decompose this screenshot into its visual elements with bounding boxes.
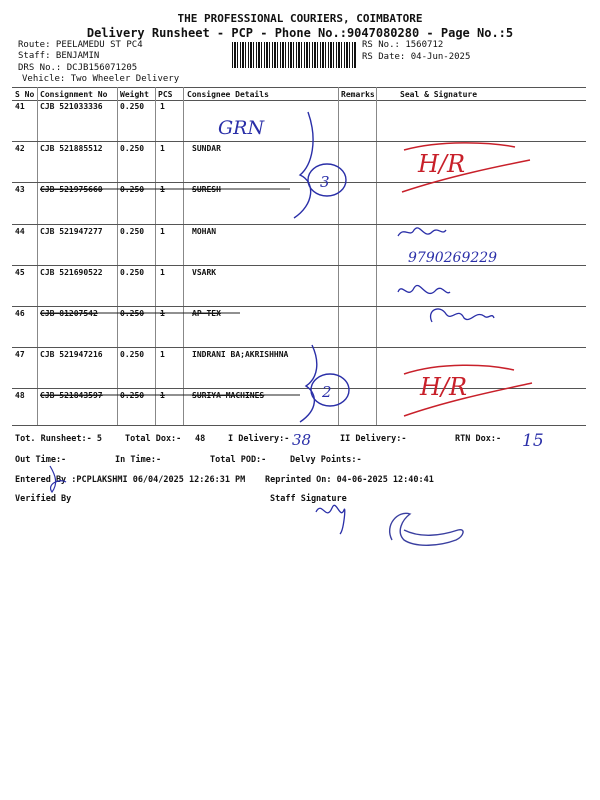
row-consignee: MOHAN [192, 227, 217, 236]
supervisor-signature [390, 513, 463, 545]
row-pcs: 1 [160, 350, 165, 359]
column-header-pcs: PCS [158, 90, 173, 99]
row-sno: 47 [15, 350, 25, 359]
row-consignee: AP TEX [192, 309, 221, 318]
row-sno: 46 [15, 309, 25, 318]
row-consignee: SUNDAR [192, 144, 221, 153]
row-consignee: SURIYA MACHINES [192, 391, 265, 400]
rs-number: RS No.: 1560712 [362, 40, 444, 50]
row-pcs: 1 [160, 227, 165, 236]
row-weight: 0.250 [120, 227, 145, 236]
circled-count: 3 [320, 173, 330, 191]
handwritten-rtn: 15 [522, 431, 544, 451]
handwritten-hr-mark: H/R [420, 373, 468, 401]
column-header-consignee: Consignee Details [187, 90, 269, 99]
signature-scribble [431, 309, 494, 322]
company-title: THE PROFESSIONAL COURIERS, COIMBATORE [177, 12, 423, 25]
rtn-dox-label: RTN Dox:- [455, 434, 502, 444]
vehicle-label: Vehicle: Two Wheeler Delivery [22, 74, 180, 84]
row-sno: 44 [15, 227, 25, 236]
row-consignment-no: CJB 81207542 [40, 309, 98, 318]
row-weight: 0.250 [120, 391, 145, 400]
column-header-sno: S No [15, 90, 35, 99]
delvy-points-label: Delvy Points:- [290, 455, 362, 465]
i-delivery-label: I Delivery:- [228, 434, 290, 444]
total-dox-value: 48 [195, 434, 206, 444]
row-pcs: 1 [160, 185, 165, 194]
reprinted-on: Reprinted On: 04-06-2025 12:40:41 [265, 475, 434, 485]
staff-label: Staff: BENJAMIN [18, 51, 100, 61]
row-sno: 42 [15, 144, 25, 153]
row-consignment-no: CJB 521690522 [40, 268, 103, 277]
row-weight: 0.250 [120, 350, 145, 359]
column-header-remarks: Remarks [341, 90, 375, 99]
row-weight: 0.250 [120, 268, 145, 277]
signature-scribble [398, 228, 446, 236]
row-weight: 0.250 [120, 309, 145, 318]
handwritten-phone: 9790269229 [408, 250, 498, 266]
handwritten-grn: GRN [218, 117, 265, 139]
total-pod-label: Total POD:- [210, 455, 267, 465]
row-sno: 43 [15, 185, 25, 194]
row-consignee: SURESH [192, 185, 221, 194]
verified-by: Verified By [15, 494, 72, 504]
row-weight: 0.250 [120, 144, 145, 153]
row-consignment-no: CJB 521947277 [40, 227, 103, 236]
drs-number: DRS No.: DCJB156071205 [18, 63, 138, 73]
row-sno: 41 [15, 102, 25, 111]
handwritten-i-delivery: 38 [292, 431, 312, 449]
entered-by: Entered By :PCPLAKSHMI 06/04/2025 12:26:31 PM [15, 475, 246, 485]
row-pcs: 1 [160, 102, 165, 111]
row-consignment-no: CJB 521885512 [40, 144, 103, 153]
row-consignment-no: CJB 521947216 [40, 350, 103, 359]
bracket-mark [294, 112, 346, 218]
row-consignment-no: CJB 521975660 [40, 185, 103, 194]
total-dox-label: Total Dox:- [125, 434, 182, 444]
row-consignee: INDRANI BA;AKRISHHNA [192, 350, 289, 359]
tot-runsheet: Tot. Runsheet:- 5 [15, 434, 102, 444]
row-pcs: 1 [160, 268, 165, 277]
row-weight: 0.250 [120, 185, 145, 194]
staff-signature [316, 505, 345, 534]
signature-scribble [398, 285, 450, 293]
runsheet-title: Delivery Runsheet - PCP - Phone No.:9047080280 - Page No.:5 [86, 26, 514, 40]
rs-date: RS Date: 04-Jun-2025 [362, 52, 471, 62]
route-label: Route: PEELAMEDU ST PC4 [18, 40, 143, 50]
in-time-label: In Time:- [115, 455, 162, 465]
row-weight: 0.250 [120, 102, 145, 111]
row-sno: 48 [15, 391, 25, 400]
ii-delivery-label: II Delivery:- [340, 434, 407, 444]
column-header-signature: Seal & Signature [400, 90, 478, 99]
out-time-label: Out Time:- [15, 455, 67, 465]
column-header-weight: Weight [120, 90, 149, 99]
row-consignment-no: CJB 521843597 [40, 391, 103, 400]
handwritten-hr-mark: H/R [418, 150, 466, 178]
column-header-consignment: Consignment No [40, 90, 108, 99]
initials-scribble [50, 466, 66, 492]
row-strike-lines [40, 189, 300, 395]
row-consignment-no: CJB 521033336 [40, 102, 103, 111]
circled-count: 2 [322, 383, 332, 401]
row-consignee: VSARK [192, 268, 217, 277]
row-sno: 45 [15, 268, 25, 277]
row-pcs: 1 [160, 391, 165, 400]
row-pcs: 1 [160, 309, 165, 318]
row-pcs: 1 [160, 144, 165, 153]
staff-signature-label: Staff Signature [270, 494, 347, 504]
